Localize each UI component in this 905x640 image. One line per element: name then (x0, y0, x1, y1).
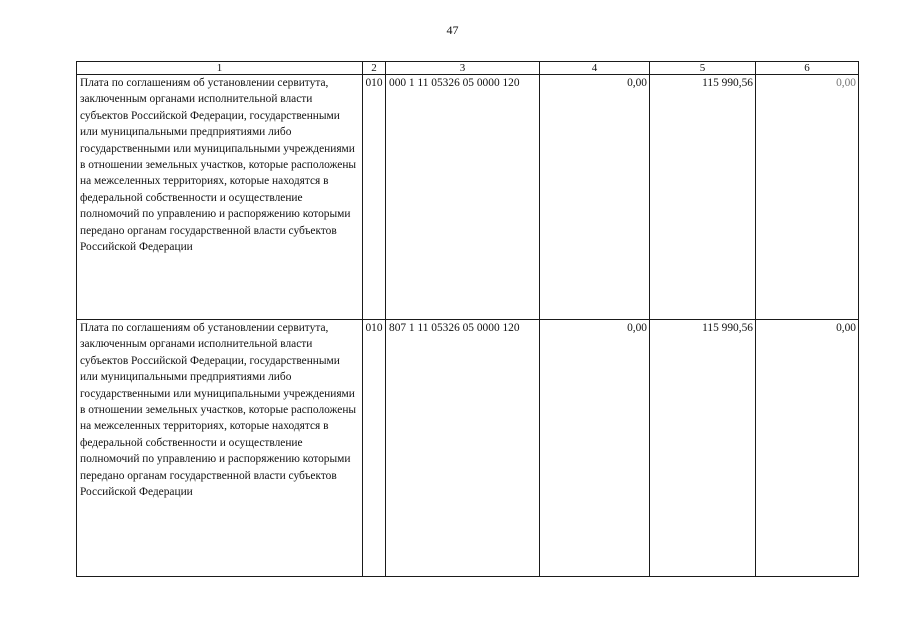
table-row (77, 320, 859, 577)
column-header-5: 5 (650, 62, 756, 75)
column-header-6: 6 (756, 62, 859, 75)
column-header-3: 3 (386, 62, 540, 75)
column-6-value-cell: 0,00 (756, 320, 859, 577)
table-row (77, 75, 859, 320)
column-4-value-cell: 0,00 (540, 75, 650, 320)
column-header-2: 2 (363, 62, 386, 75)
column-5-value-cell: 115 990,56 (650, 320, 756, 577)
admin-code-cell: 010 (363, 320, 386, 577)
column-6-value-cell: 0,00 (756, 75, 859, 320)
column-header-1: 1 (77, 62, 363, 75)
admin-code-cell: 010 (363, 75, 386, 320)
income-name-cell: Плата по соглашениям об установлении сервитута, заключенным органами исполнительной власти субъектов Российской Федерации, государственными или муниципальными предприятиями либо государственными или муниципальными учреждениями в отношении земельных участков, которые расположены на межселенных территориях, которые находятся в федеральной собственности и осуществление полномочий по управлению и распоряжению которыми передано органам государственной власти субъектов Российской Федерации (77, 75, 363, 320)
column-5-value-cell: 115 990,56 (650, 75, 756, 320)
page-number: 47 (446, 23, 459, 37)
column-header-4: 4 (540, 62, 650, 75)
column-4-value-cell: 0,00 (540, 320, 650, 577)
income-name-cell: Плата по соглашениям об установлении сервитута, заключенным органами исполнительной власти субъектов Российской Федерации, государственными или муниципальными предприятиями либо государственными или муниципальными учреждениями в отношении земельных участков, которые расположены на межселенных территориях, которые находятся в федеральной собственности и осуществление полномочий по управлению и распоряжению которыми передано органам государственной власти субъектов Российской Федерации (77, 320, 363, 577)
budget-code-cell: 807 1 11 05326 05 0000 120 (386, 320, 540, 577)
budget-code-cell: 000 1 11 05326 05 0000 120 (386, 75, 540, 320)
budget-table (76, 61, 859, 577)
table-header-row (77, 62, 859, 75)
